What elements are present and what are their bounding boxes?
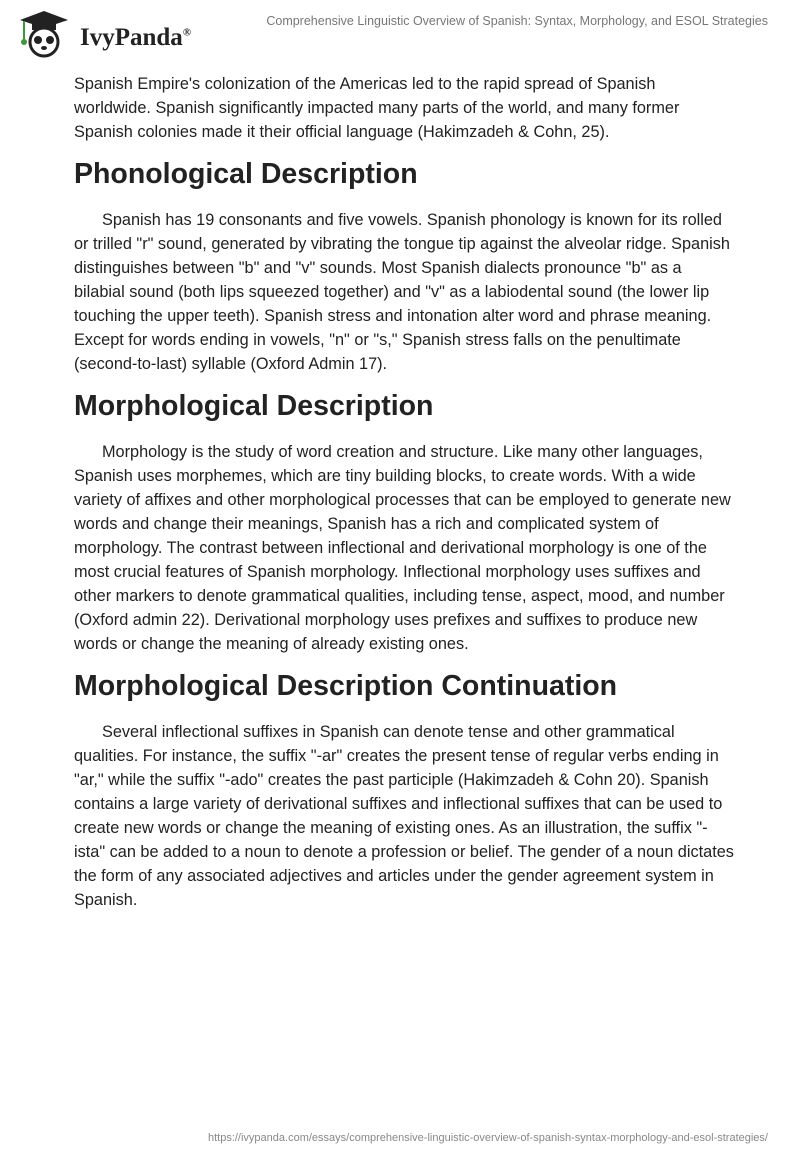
panda-graduate-icon bbox=[14, 8, 76, 58]
registered-mark: ® bbox=[182, 26, 192, 39]
essay-content bbox=[74, 72, 734, 924]
logo-name: IvyPanda bbox=[80, 24, 183, 51]
ivypanda-logo[interactable] bbox=[14, 8, 191, 58]
header bbox=[0, 0, 800, 60]
document-title: Comprehensive Linguistic Overview of Spanish: Syntax, Morphology, and ESOL Strategies bbox=[266, 14, 768, 28]
section-heading: Morphological Description bbox=[74, 390, 434, 422]
section-heading: Morphological Description Continuation bbox=[74, 670, 618, 702]
intro-paragraph: Spanish Empire's colonization of the Americas led to the rapid spread of Spanish worldwide. Spanish significantly impacted many parts of the world, and many former Spanish colonies made it their official language (Hakimzadeh & Cohn, 25). bbox=[74, 75, 680, 141]
section-heading: Phonological Description bbox=[74, 158, 418, 190]
source-url[interactable]: https://ivypanda.com/essays/comprehensive-linguistic-overview-of-spanish-syntax-morphology-and-esol-strategies/ bbox=[207, 1132, 768, 1144]
logo-text bbox=[80, 24, 191, 52]
section-paragraph: Morphology is the study of word creation and structure. Like many other languages, Spanish uses morphemes, which are tiny building blocks, to create words. With a wide variety of affixes and other morphological processes that can be employed to generate new words and change their meanings, Spanish has a rich and complicated system of morphology. The contrast between inflectional and derivational morphology is one of the most crucial features of Spanish morphology. Inflectional morphology uses suffixes and other markers to denote grammatical qualities, including tense, aspect, mood, and number (Oxford admin 22). Derivational morphology uses prefixes and suffixes to produce new words or change the meaning of already existing ones. bbox=[74, 443, 731, 653]
section-paragraph: Spanish has 19 consonants and five vowels. Spanish phonology is known for its rolled or trilled "r" sound, generated by vibrating the tongue tip against the alveolar ridge. Spanish distinguishes between "b" and "v" sounds. Most Spanish dialects pronounce "b" as a bilabial sound (both lips squeezed together) and "v" as a labiodental sound (the lower lip touching the upper teeth). Spanish stress and intonation alter word and phrase meaning. Except for words ending in vowels, "n" or "s," Spanish stress falls on the penultimate (second-to-last) syllable (Oxford Admin 17). bbox=[74, 211, 730, 373]
section-paragraph: Several inflectional suffixes in Spanish can denote tense and other grammatical qualities. For instance, the suffix "-ar" creates the present tense of regular verbs ending in "ar," while the suffix "-ado" creates the past participle (Hakimzadeh & Cohn 20). Spanish contains a large variety of derivational suffixes and inflectional suffixes that can be used to create new words or change the meaning of existing ones. As an illustration, the suffix "-ista" can be added to a noun to denote a profession or belief. The gender of a noun dictates the form of any associated adjectives and articles under the gender agreement system in Spanish. bbox=[74, 723, 734, 909]
